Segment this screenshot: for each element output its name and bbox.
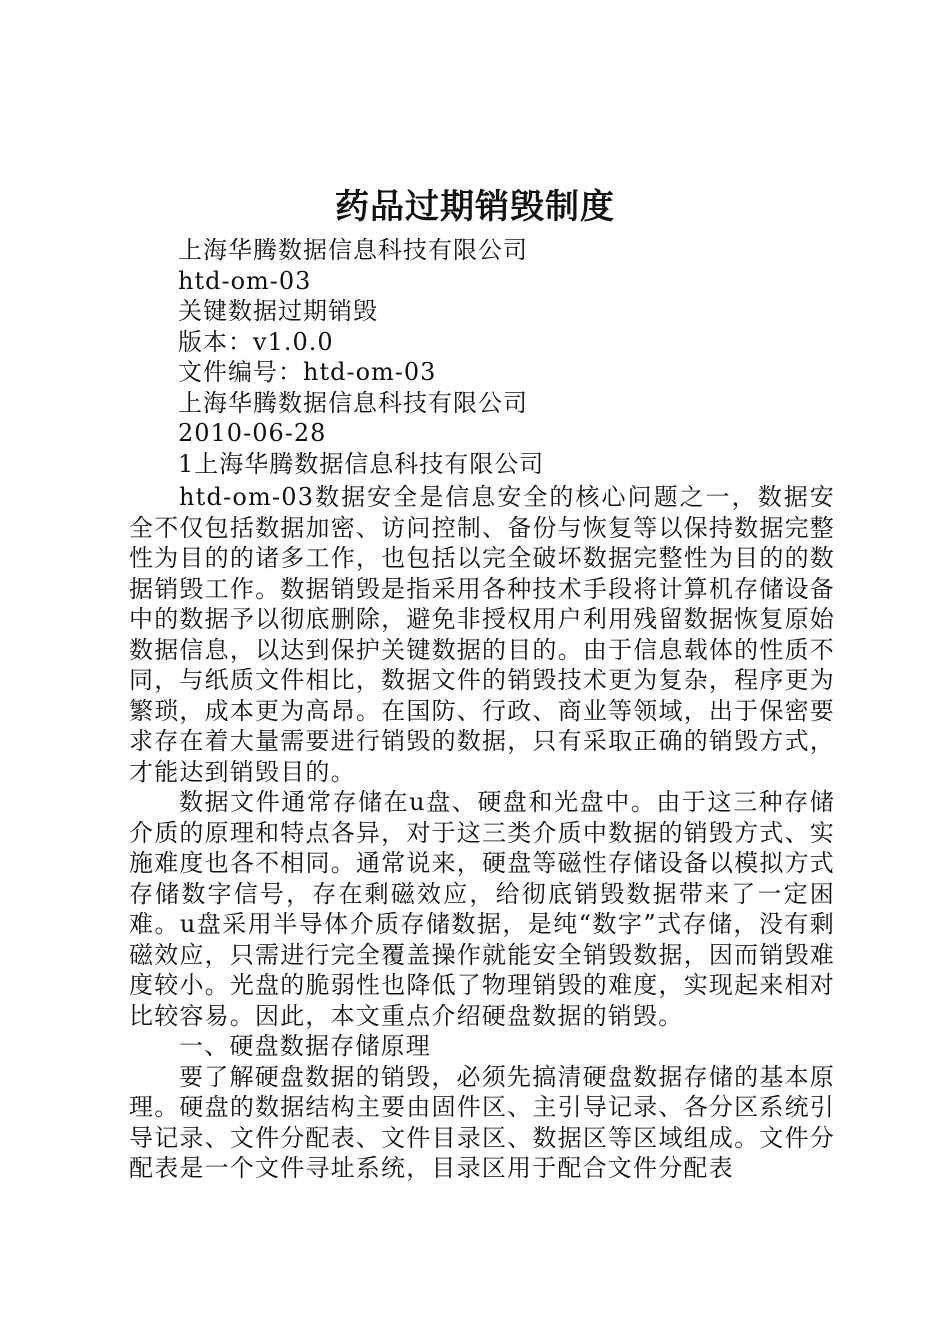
document-header <box>178 235 878 479</box>
document-body <box>129 482 835 1184</box>
section-heading: 一、硬盘数据存储原理 <box>179 1032 431 1060</box>
document-file-number: 文件编号：htd-om-03 <box>178 358 437 386</box>
body-paragraph: htd-om-03数据安全是信息安全的核心问题之一，数据安全不仅包括数据加密、访问控制、备份与恢复等以保持数据完整性为目的的诸多工作，也包括以完全破坏数据完整性为目的的数据销毁工作。数据销毁是指采用各种技术手段将计算机存储设备中的数据予以彻底删除，避免非授权用户利用残留数据恢复原始数据信息，以达到保护关键数据的目的。由于信息载体的性质不同，与纸质文件相比，数据文件的销毁技术更为复杂，程序更为繁琐，成本更为高昂。在国防、行政、商业等领域，出于保密要求存在着大量需要进行销毁的数据，只有采取正确的销毁方式，才能达到销毁目的。 <box>129 483 835 786</box>
document-code: htd-om-03 <box>178 266 312 295</box>
document-title: 药品过期销毁制度 <box>335 187 615 227</box>
document-version: 版本：v1.0.0 <box>178 327 334 356</box>
document-subject: 关键数据过期销毁 <box>178 297 378 325</box>
company-name-repeat: 上海华腾数据信息科技有限公司 <box>178 388 528 417</box>
page-header-company: 1上海华腾数据信息科技有限公司 <box>178 449 545 478</box>
document-date: 2010-06-28 <box>178 419 327 447</box>
company-name: 上海华腾数据信息科技有限公司 <box>178 236 528 264</box>
body-paragraph: 要了解硬盘数据的销毁，必须先搞清硬盘数据存储的基本原理。硬盘的数据结构主要由固件区、主引导记录、各分区系统引导记录、文件分配表、文件目录区、数据区等区域组成。文件分配表是一个文件寻址系统，目录区用于配合文件分配表 <box>129 1062 835 1182</box>
body-paragraph: 数据文件通常存储在u盘、硬盘和光盘中。由于这三种存储介质的原理和特点各异，对于这三类介质中数据的销毁方式、实施难度也各不相同。通常说来，硬盘等磁性存储设备以模拟方式存储数字信号，存在剩磁效应，给彻底销毁数据带来了一定困难。u盘采用半导体介质存储数据，是纯“数字”式存储，没有剩磁效应，只需进行完全覆盖操作就能安全销毁数据，因而销毁难度较小。光盘的脆弱性也降低了物理销毁的难度，实现起来相对比较容易。因此，本文重点介绍硬盘数据的销毁。 <box>129 788 835 1030</box>
